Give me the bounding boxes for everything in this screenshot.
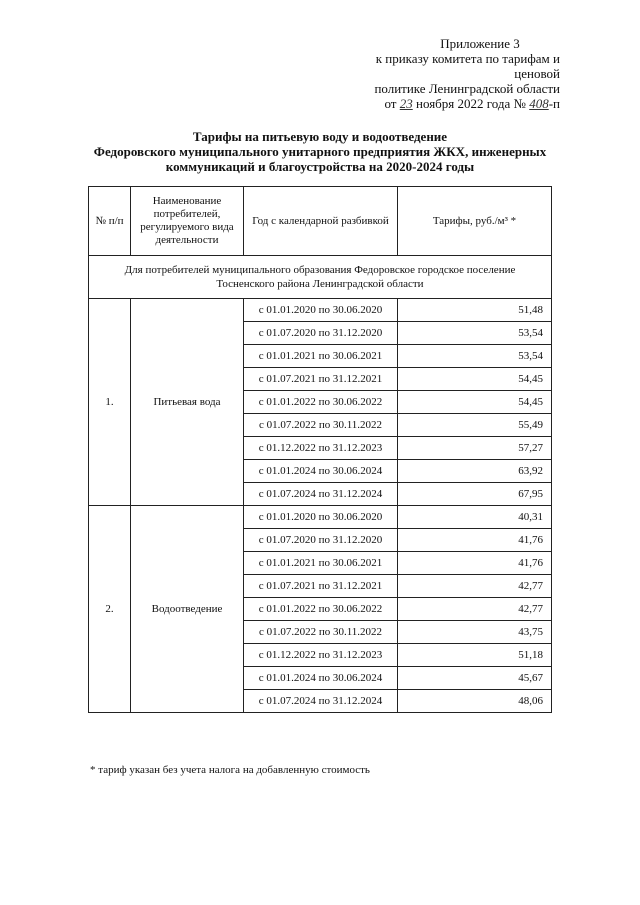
date-day: 23 (399, 96, 413, 111)
header-num: № п/п (89, 187, 131, 256)
section-name: Водоотведение (131, 506, 244, 713)
tariff-value-cell: 54,45 (398, 368, 552, 391)
consumer-group-cell (89, 256, 552, 299)
appendix-date-line (340, 96, 560, 111)
tariff-value-cell: 51,18 (398, 644, 552, 667)
order-number: 408 (529, 96, 549, 111)
tariff-value-cell: 53,54 (398, 345, 552, 368)
tariff-value-cell: 42,77 (398, 575, 552, 598)
header-tariff: Тарифы, руб./м³ * (398, 187, 552, 256)
consumer-group-line-1: Для потребителей муниципального образования Федоровское городское поселение (124, 264, 516, 276)
tariff-value-cell: 43,75 (398, 621, 552, 644)
period-cell: с 01.01.2021 по 30.06.2021 (244, 345, 398, 368)
tariff-value-cell: 51,48 (398, 299, 552, 322)
table-row (89, 299, 552, 322)
period-cell: с 01.01.2024 по 30.06.2024 (244, 460, 398, 483)
table-header-row (89, 187, 552, 256)
date-prefix: от (384, 96, 397, 111)
period-cell: с 01.01.2022 по 30.06.2022 (244, 391, 398, 414)
period-cell: с 01.12.2022 по 31.12.2023 (244, 437, 398, 460)
tariff-value-cell: 63,92 (398, 460, 552, 483)
tariff-value-cell: 48,06 (398, 690, 552, 713)
title-line-1: Тарифы на питьевую воду и водоотведение (192, 129, 448, 144)
section-number: 1. (89, 299, 131, 506)
consumer-group-row (89, 256, 552, 299)
header-period: Год с календарной разбивкой (244, 187, 398, 256)
tariff-value-cell: 54,45 (398, 391, 552, 414)
period-cell: с 01.01.2022 по 30.06.2022 (244, 598, 398, 621)
appendix-committee-line: политике Ленинградской области (374, 81, 560, 96)
date-middle: ноября 2022 года № (415, 96, 526, 111)
title-line-3: коммуникаций и благоустройства на 2020-2024 годы (165, 159, 475, 174)
tariff-value-cell: 41,76 (398, 552, 552, 575)
header-name: Наименование потребителей, регулируемого вида деятельности (131, 187, 244, 256)
tariff-value-cell: 53,54 (398, 322, 552, 345)
tariff-value-cell: 40,31 (398, 506, 552, 529)
document-title (90, 129, 550, 174)
appendix-order-line: к приказу комитета по тарифам и ценовой (375, 51, 560, 81)
period-cell: с 01.07.2022 по 30.11.2022 (244, 414, 398, 437)
consumer-group-line-2: Тосненского района Ленинградской области (216, 278, 424, 290)
appendix-block (340, 36, 560, 111)
tariff-value-cell: 55,49 (398, 414, 552, 437)
section-number: 2. (89, 506, 131, 713)
period-cell: с 01.01.2020 по 30.06.2020 (244, 299, 398, 322)
period-cell: с 01.07.2020 по 31.12.2020 (244, 322, 398, 345)
tariff-table (88, 186, 552, 713)
period-cell: с 01.07.2021 по 31.12.2021 (244, 575, 398, 598)
period-cell: с 01.07.2021 по 31.12.2021 (244, 368, 398, 391)
period-cell: с 01.07.2024 по 31.12.2024 (244, 690, 398, 713)
tariff-value-cell: 67,95 (398, 483, 552, 506)
period-cell: с 01.01.2024 по 30.06.2024 (244, 667, 398, 690)
title-line-2: Федоровского муниципального унитарного предприятия ЖКХ, инженерных (93, 144, 547, 159)
section-name: Питьевая вода (131, 299, 244, 506)
tariff-value-cell: 42,77 (398, 598, 552, 621)
tariff-value-cell: 41,76 (398, 529, 552, 552)
table-row (89, 506, 552, 529)
period-cell: с 01.07.2020 по 31.12.2020 (244, 529, 398, 552)
tariff-value-cell: 45,67 (398, 667, 552, 690)
period-cell: с 01.07.2022 по 30.11.2022 (244, 621, 398, 644)
footnote: * тариф указан без учета налога на добавленную стоимость (90, 764, 370, 776)
period-cell: с 01.12.2022 по 31.12.2023 (244, 644, 398, 667)
tariff-value-cell: 57,27 (398, 437, 552, 460)
period-cell: с 01.01.2020 по 30.06.2020 (244, 506, 398, 529)
period-cell: с 01.07.2024 по 31.12.2024 (244, 483, 398, 506)
appendix-title: Приложение 3 (440, 36, 520, 51)
period-cell: с 01.01.2021 по 30.06.2021 (244, 552, 398, 575)
date-suffix: -п (548, 96, 560, 111)
